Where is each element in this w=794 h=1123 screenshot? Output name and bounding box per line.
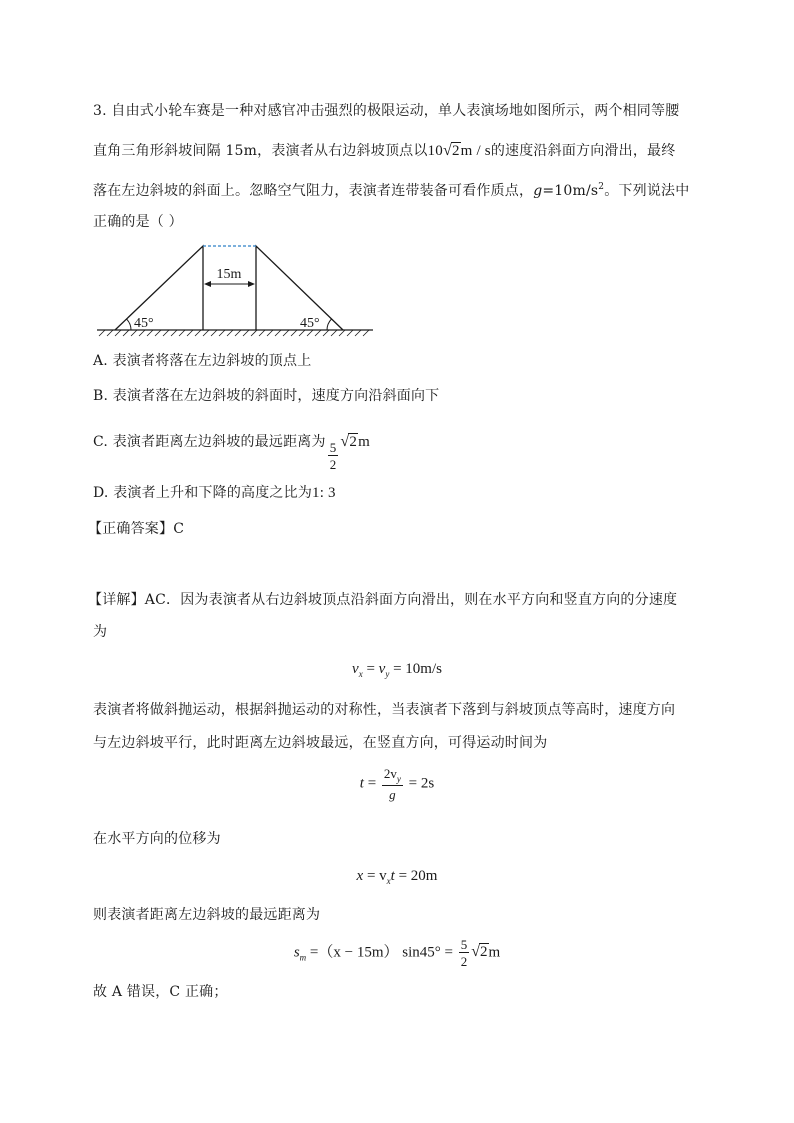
eq3-rhs: = 20m <box>398 868 438 884</box>
initial-speed <box>428 143 491 159</box>
option-c-denominator: 2 <box>329 457 337 472</box>
conclusion: 故 A 错误，C 正确； <box>93 984 228 1000</box>
option-c-numerator: 5 <box>329 440 337 455</box>
gravity-exponent: 2 <box>598 182 605 192</box>
right-angle-arc <box>327 319 332 330</box>
eq3-mid: = v <box>366 868 387 884</box>
radical-sign-icon: √ <box>340 433 350 450</box>
option-d-ratio: 1: 3 <box>312 485 336 501</box>
radical-sign-icon: √ <box>471 943 480 961</box>
eq3-sub: x <box>386 876 391 886</box>
eq1-vy-sub: y <box>385 669 390 679</box>
ramp-diagram <box>93 238 378 343</box>
eq2-denominator: g <box>389 787 396 802</box>
eq1-vx: v <box>352 661 359 677</box>
equation-displacement <box>0 868 794 886</box>
eq1-vy: v <box>378 661 386 677</box>
answer-label: 【正确答案】 <box>88 521 174 537</box>
detail-para3: 在水平方向的位移为 <box>93 831 221 847</box>
speed-coefficient: 10 <box>427 143 443 159</box>
eq4-radicand: 2 <box>480 944 488 961</box>
option-c <box>93 432 370 471</box>
option-d <box>93 483 336 503</box>
detail-para4: 则表演者距离左边斜坡的最远距离为 <box>93 907 321 923</box>
option-c-text: C. 表演者距离左边斜坡的最远距离为 <box>93 434 326 450</box>
option-c-unit: m <box>358 434 370 450</box>
detail-para2-line-1: 表演者将做斜抛运动，根据斜抛运动的对称性，当表演者下落到与斜坡顶点等高时，速度方向 <box>93 702 676 718</box>
radical-sign-icon: √ <box>442 142 452 159</box>
detail-para2-line-2: 与左边斜坡平行，此时距离左边斜坡最远，在竖直方向，可得运动时间为 <box>93 735 548 751</box>
left-ramp <box>115 246 203 330</box>
eq4-denominator: 2 <box>460 954 468 969</box>
eq4-unit: m <box>488 944 501 961</box>
eq2-numerator-sub: y <box>396 774 401 784</box>
question-line-2 <box>93 141 675 161</box>
detail-line-2: 为 <box>93 624 108 640</box>
eq3-lhs: x <box>356 868 364 884</box>
option-b: B. 表演者落在左边斜坡的斜面时，速度方向沿斜面向下 <box>93 388 440 404</box>
gap-label: 15m <box>216 267 242 282</box>
eq2-rhs: = 2s <box>408 775 435 792</box>
question-line-3 <box>93 177 689 201</box>
eq4-mid: =（x − 15m） sin45° = <box>309 944 453 961</box>
eq4-numerator: 5 <box>460 937 468 952</box>
option-a: A. 表演者将落在左边斜坡的顶点上 <box>93 353 312 369</box>
answer-value: C <box>173 521 185 537</box>
left-angle-label: 45° <box>134 316 154 331</box>
left-angle-arc <box>127 319 132 330</box>
option-c-value <box>326 433 370 472</box>
speed-radicand: 2 <box>451 143 460 159</box>
eq4-s: s <box>293 944 300 961</box>
eq1-rhs: = 10m/s <box>393 661 442 677</box>
speed-unit: m / s <box>460 143 491 159</box>
eq4-sub: m <box>299 952 307 963</box>
right-angle-label: 45° <box>300 316 320 331</box>
eq1-vx-sub: x <box>358 669 363 679</box>
question-line-2-text-b: 的速度沿斜面方向滑出，最终 <box>490 143 676 159</box>
equation-velocity-components: $v_x = v_y = 10m/s$ <box>352 661 442 679</box>
gap-arrow-right-head-icon <box>248 281 255 287</box>
equation-max-distance <box>0 938 794 968</box>
question-line-3-text-c: 。下列说法中 <box>604 183 690 199</box>
eq3-t: t <box>390 868 395 884</box>
option-d-text: D. 表演者上升和下降的高度之比为 <box>93 485 313 501</box>
detail-line-1: 【详解】AC．因为表演者从右边斜坡顶点沿斜面方向滑出，则在水平方向和竖直方向的分速度 <box>88 592 678 608</box>
gravity-value: =10m/s <box>542 183 599 199</box>
question-line-2-text-a: 直角三角形斜坡间隔 15m，表演者从右边斜坡顶点以 <box>93 143 428 159</box>
question-line-4: 正确的是（ ） <box>93 214 183 230</box>
gravity-symbol: g <box>533 183 543 199</box>
correct-answer <box>88 519 184 539</box>
question-line-1: 3. 自由式小轮车赛是一种对感官冲击强烈的极限运动，单人表演场地如图所示，两个相同等腰 <box>93 103 680 119</box>
option-c-radicand: 2 <box>349 434 358 450</box>
eq2-t: t <box>359 775 364 792</box>
equation-time: t = $\frac{2v_y}{g}$ = 2s <box>359 766 435 802</box>
gap-arrow-left-head-icon <box>204 281 211 287</box>
eq2-numerator: 2v <box>383 766 397 781</box>
question-line-3-text-a: 落在左边斜坡的斜面上。忽略空气阻力，表演者连带装备可看作质点， <box>93 183 534 199</box>
